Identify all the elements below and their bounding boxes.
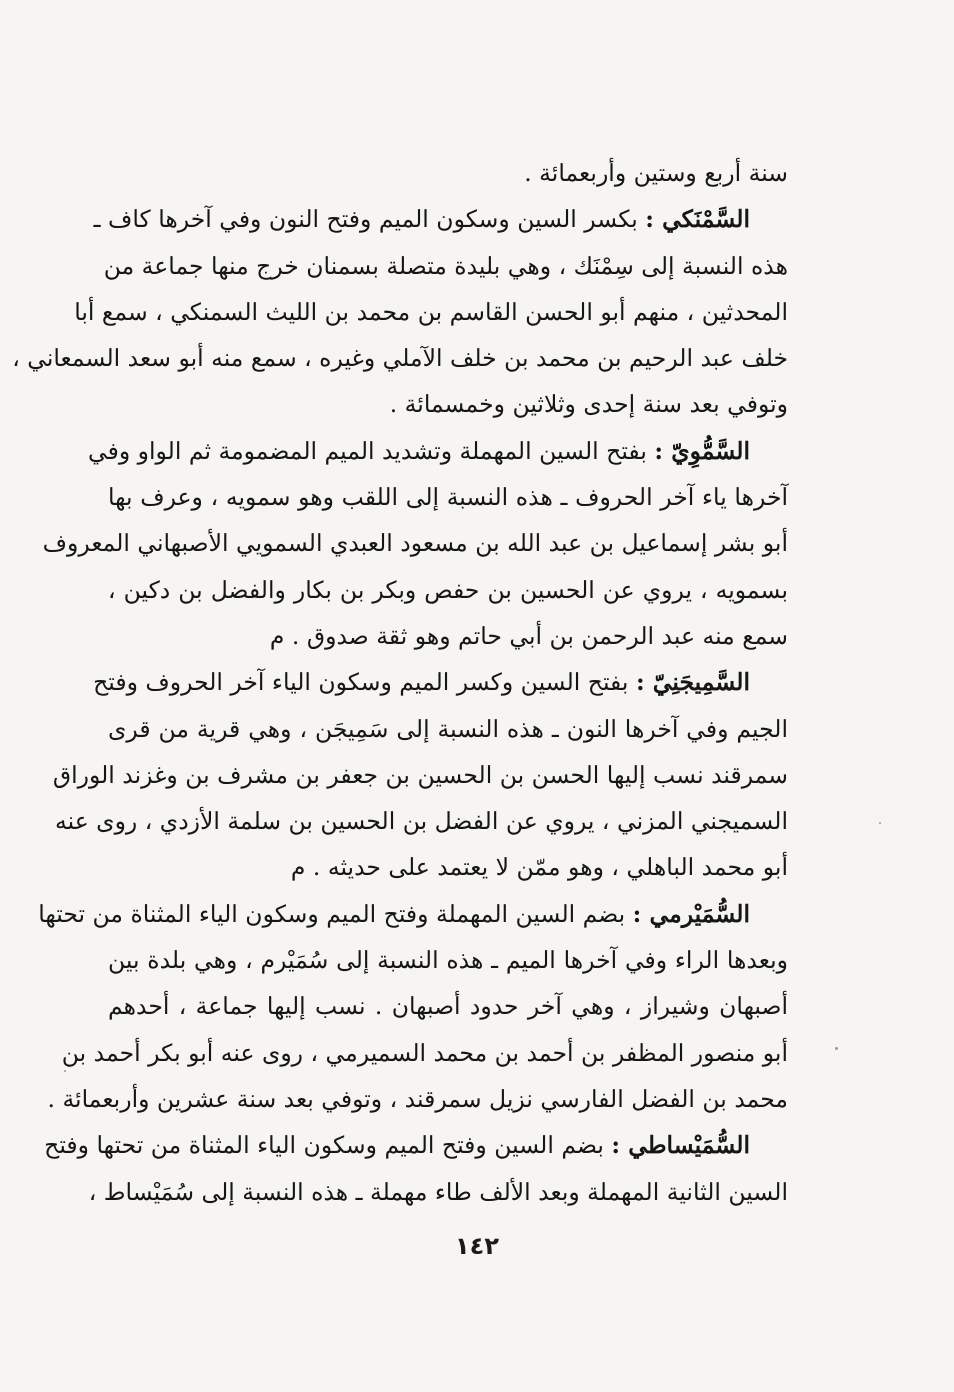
entry-heading: السُّمَيْساطي : <box>611 1131 750 1160</box>
text-line <box>108 613 788 659</box>
entry <box>12 196 788 427</box>
text-line <box>47 1076 788 1122</box>
page-number: ١٤٢ <box>455 1232 499 1260</box>
print-speck <box>835 1047 838 1050</box>
text-line <box>88 428 788 474</box>
entry <box>42 428 788 659</box>
text-line <box>93 196 788 242</box>
line-text: أبو محمد الباهلي ، وهو ممّن لا يعتمد على حديثه . م <box>290 853 788 882</box>
text-line <box>108 706 788 752</box>
entry-heading: السَّمِيجَنِيّ : <box>635 668 750 697</box>
line-text: بضم السين وفتح الميم وسكون الياء المثناة من تحتها وفتح <box>44 1131 604 1160</box>
entry <box>52 659 788 890</box>
text-line <box>108 937 788 983</box>
text-line <box>93 659 788 705</box>
text-line <box>108 150 788 196</box>
entry <box>108 150 788 196</box>
entry-heading: السَّمْنَكي : <box>645 205 750 234</box>
line-text: بكسر السين وسكون الميم وفتح النون وفي آخرها كاف ـ <box>93 205 638 234</box>
line-text: المحدثين ، منهم أبو الحسن القاسم بن محمد بن الليث السمنكي ، سمع أبا <box>74 297 788 326</box>
line-text: السميجني المزني ، يروي عن الفضل بن الحسين بن سلمة الأزدي ، روى عنه <box>55 807 788 836</box>
line-text: آخرها ياء آخر الحروف ـ هذه النسبة إلى اللقب وهو سمويه ، وعرف بها <box>108 483 788 512</box>
text-line <box>12 335 788 381</box>
line-text: بفتح السين المهملة وتشديد الميم المضمومة ثم الواو وفي <box>88 436 647 465</box>
line-text: أبو بشر إسماعيل بن عبد الله بن مسعود العبدي السمويي الأصبهاني المعروف <box>42 529 788 558</box>
print-speck <box>879 822 881 824</box>
line-text: السين الثانية المهملة وبعد الألف طاء مهملة ـ هذه النسبة إلى سُمَيْساط ، <box>88 1177 788 1206</box>
text-line <box>38 891 788 937</box>
line-text: سمع منه عبد الرحمن بن أبي حاتم وهو ثقة صدوق . م <box>269 621 788 650</box>
text-line <box>52 752 788 798</box>
text-line <box>88 1169 788 1215</box>
text-line <box>108 474 788 520</box>
line-text: هذه النسبة إلى سِمْنَك ، وهي بليدة متصلة بسمنان خرج منها جماعة من <box>103 251 788 280</box>
entry-heading: السُّمَيْرمي : <box>632 899 750 928</box>
text-line <box>108 381 788 427</box>
line-text: أصبهان وشيراز ، وهي آخر حدود أصبهان . نسب إليها جماعة ، أحدهم <box>108 992 788 1021</box>
line-text: سنة أربع وستين وأربعمائة . <box>524 159 788 187</box>
print-speck <box>64 1070 66 1072</box>
text-line <box>44 1122 788 1168</box>
text-line <box>74 289 788 335</box>
text-line <box>108 983 788 1029</box>
text-line <box>108 844 788 890</box>
text-line <box>61 1030 788 1076</box>
text-line <box>108 567 788 613</box>
line-text: محمد بن الفضل الفارسي نزيل سمرقند ، وتوفي بعد سنة عشرين وأربعمائة . <box>47 1084 788 1113</box>
text-line <box>103 243 788 289</box>
line-text: بسمويه ، يروي عن الحسين بن حفص وبكر بن بكار والفضل بن دكين ، <box>108 575 788 604</box>
line-text: الجيم وفي آخرها النون ـ هذه النسبة إلى سَمِيجَن ، وهي قرية من قرى <box>108 714 788 743</box>
line-text: وتوفي بعد سنة إحدى وثلاثين وخمسمائة . <box>389 390 788 419</box>
line-text: بفتح السين وكسر الميم وسكون الياء آخر الحروف وفتح <box>93 668 629 697</box>
entry-heading: السَّمُّوِيّ : <box>654 436 750 465</box>
line-text: أبو منصور المظفر بن أحمد بن محمد السميرمي ، روى عنه أبو بكر أحمد بن <box>61 1038 788 1067</box>
entry <box>38 891 788 1122</box>
entry <box>44 1122 788 1215</box>
text-line <box>55 798 788 844</box>
line-text: سمرقند نسب إليها الحسن بن الحسين بن جعفر بن مشرف بن وغزند الوراق <box>52 760 788 789</box>
line-text: وبعدها الراء وفي آخرها الميم ـ هذه النسبة إلى سُمَيْرم ، وهي بلدة بين <box>108 946 788 975</box>
body-text <box>12 150 788 1215</box>
text-line <box>42 520 788 566</box>
line-text: بضم السين المهملة وفتح الميم وسكون الياء المثناة من تحتها <box>38 899 626 928</box>
line-text: خلف عبد الرحيم بن محمد بن خلف الآملي وغيره ، سمع منه أبو سعد السمعاني ، <box>12 344 788 373</box>
